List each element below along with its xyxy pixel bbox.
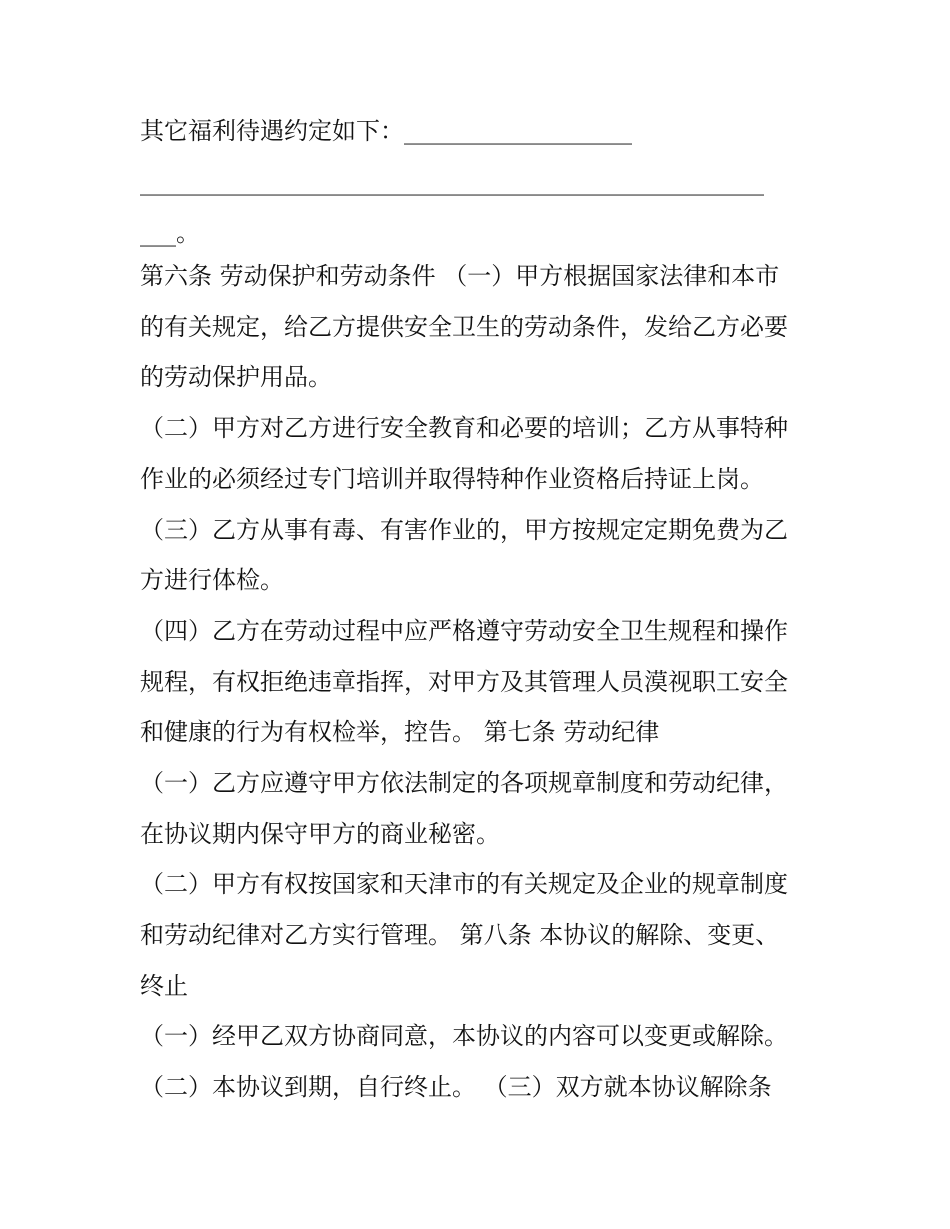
text-line: 作业的必须经过专门培训并取得特种作业资格后持证上岗。 [140, 465, 764, 493]
text-line-article-6: 第六条 劳动保护和劳动条件 （一）甲方根据国家法律和本市 [140, 262, 780, 290]
text-line-blank: ____________________________________________________ [140, 168, 764, 196]
text-line-article-8: 和劳动纪律对乙方实行管理。 第八条 本协议的解除、变更、 [140, 921, 780, 949]
text-line: 终止 [140, 972, 188, 1000]
text-line: （四）乙方在劳动过程中应严格遵守劳动安全卫生规程和操作 [140, 617, 788, 645]
text-line: 的劳动保护用品。 [140, 363, 332, 391]
text-line-blank-end: ___。 [140, 219, 200, 247]
text-line: 方进行体检。 [140, 566, 284, 594]
text-line: （二）甲方对乙方进行安全教育和必要的培训；乙方从事特种 [140, 414, 788, 442]
text-line-article-7: 和健康的行为有权检举，控告。 第七条 劳动纪律 [140, 718, 660, 746]
text-line: （二）本协议到期，自行终止。 （三）双方就本协议解除条 [140, 1073, 772, 1101]
text-line: 的有关规定，给乙方提供安全卫生的劳动条件，发给乙方必要 [140, 313, 788, 341]
text-line-welfare: 其它福利待遇约定如下：___________________ [140, 117, 632, 145]
text-line: （二）甲方有权按国家和天津市的有关规定及企业的规章制度 [140, 870, 788, 898]
text-line: （三）乙方从事有毒、有害作业的，甲方按规定定期免费为乙 [140, 516, 788, 544]
text-line: 在协议期内保守甲方的商业秘密。 [140, 820, 500, 848]
text-line: （一）经甲乙双方协商同意，本协议的内容可以变更或解除。 [140, 1022, 788, 1050]
text-line: 规程，有权拒绝违章指挥，对甲方及其管理人员漠视职工安全 [140, 668, 788, 696]
text-line: （一）乙方应遵守甲方依法制定的各项规章制度和劳动纪律， [140, 769, 788, 797]
